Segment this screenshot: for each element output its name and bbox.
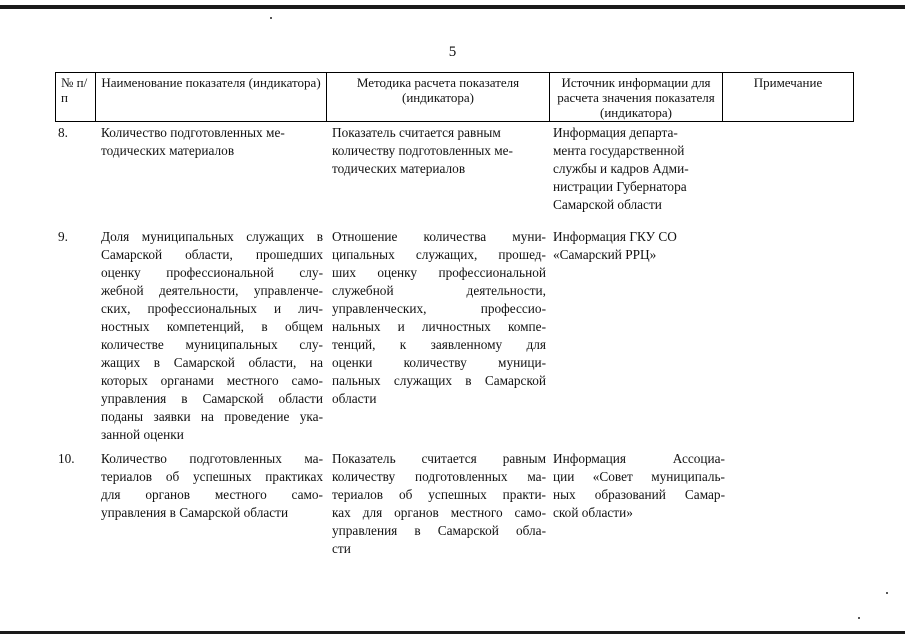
indicator-name-line: Доля муниципальных служащих в — [101, 229, 323, 244]
indicator-name — [101, 124, 323, 160]
calculation-method-line: тенций, к заявленному для — [332, 337, 546, 352]
indicator-name-line: Количество подготовленных ме- — [101, 125, 285, 140]
calculation-method — [332, 450, 546, 558]
indicator-table-header — [55, 72, 854, 122]
indicator-name-line: ностных компетенций, в общем — [101, 319, 323, 334]
scan-speck — [858, 617, 860, 619]
header-source: Источник информации для расчета значения показателя (индикатора) — [550, 73, 723, 122]
calculation-method-line: пальных служащих в Самарской — [332, 373, 546, 388]
calculation-method-line: сти — [332, 541, 351, 556]
calculation-method-line: количеству подготовленных ме- — [332, 143, 513, 158]
indicator-name-line: оценку профессиональной слу- — [101, 265, 323, 280]
calculation-method-line: управления в Самарской обла- — [332, 523, 546, 538]
indicator-name-line: жебной деятельности, управленче- — [101, 283, 323, 298]
information-source-line: Самарской области — [553, 197, 662, 212]
calculation-method — [332, 124, 546, 178]
calculation-method-line: количеству подготовленных ма- — [332, 469, 546, 484]
information-source — [553, 124, 725, 214]
row-number: 8. — [58, 125, 68, 140]
information-source-line: службы и кадров Адми- — [553, 161, 689, 176]
calculation-method-line: Отношение количества муни- — [332, 229, 546, 244]
information-source-line: Информация департа- — [553, 125, 678, 140]
indicator-name-line: поданы заявки на проведение ука- — [101, 409, 323, 424]
calculation-method-line: служебной деятельности, — [332, 283, 546, 298]
calculation-method-line: Показатель считается равным — [332, 125, 501, 140]
calculation-method-line: ках для органов местного само- — [332, 505, 546, 520]
page-number: 5 — [448, 44, 457, 60]
indicator-name-line: жащих в Самарской области, на — [101, 355, 323, 370]
calculation-method-line: области — [332, 391, 377, 406]
indicator-name-line: Самарской области, прошедших — [101, 247, 323, 262]
calculation-method-line: оценки количеству муници- — [332, 355, 546, 370]
indicator-name-line: управления в Самарской области — [101, 391, 323, 406]
information-source-line: «Самарский РРЦ» — [553, 247, 657, 262]
indicator-name-line: тодических материалов — [101, 143, 235, 158]
information-source-line: Информация ГКУ СО — [553, 229, 677, 244]
calculation-method-line: териалов об успешных практи- — [332, 487, 546, 502]
indicator-name-line: для органов местного само- — [101, 487, 323, 502]
indicator-name-line: териалов об успешных практиках — [101, 469, 323, 484]
header-name: Наименование показателя (индикатора) — [96, 73, 327, 122]
row-number: 10. — [58, 451, 75, 466]
calculation-method-line: ципальных служащих, прошед- — [332, 247, 546, 262]
indicator-name — [101, 450, 323, 522]
indicator-name-line: количестве муниципальных слу- — [101, 337, 323, 352]
calculation-method-line: ших оценку профессиональной — [332, 265, 546, 280]
information-source-line: нистрации Губернатора — [553, 179, 687, 194]
calculation-method-line: Показатель считается равным — [332, 451, 546, 466]
row-number: 9. — [58, 229, 68, 244]
calculation-method-line: управленческих, профессио- — [332, 301, 546, 316]
information-source — [553, 450, 725, 522]
calculation-method — [332, 228, 546, 408]
indicator-name — [101, 228, 323, 444]
information-source-line: ции «Совет муниципаль- — [553, 469, 725, 484]
scan-speck — [886, 592, 888, 594]
indicator-name-line: которых органами местного само- — [101, 373, 323, 388]
header-num: № п/п — [56, 73, 96, 122]
header-note: Примечание — [723, 73, 854, 122]
header-method: Методика расчета показателя (индикатора) — [327, 73, 550, 122]
information-source-line: мента государственной — [553, 143, 685, 158]
top-scan-border — [0, 5, 905, 9]
calculation-method-line: тодических материалов — [332, 161, 466, 176]
scan-speck — [270, 17, 272, 19]
information-source-line: ской области» — [553, 505, 633, 520]
indicator-name-line: управления в Самарской области — [101, 505, 289, 520]
bottom-scan-border — [0, 631, 905, 634]
information-source-line: Информация Ассоциа- — [553, 451, 725, 466]
information-source — [553, 228, 725, 264]
indicator-name-line: занной оценки — [101, 427, 184, 442]
calculation-method-line: нальных и личностных компе- — [332, 319, 546, 334]
indicator-name-line: Количество подготовленных ма- — [101, 451, 323, 466]
information-source-line: ных образований Самар- — [553, 487, 725, 502]
indicator-name-line: ских, профессиональных и лич- — [101, 301, 323, 316]
